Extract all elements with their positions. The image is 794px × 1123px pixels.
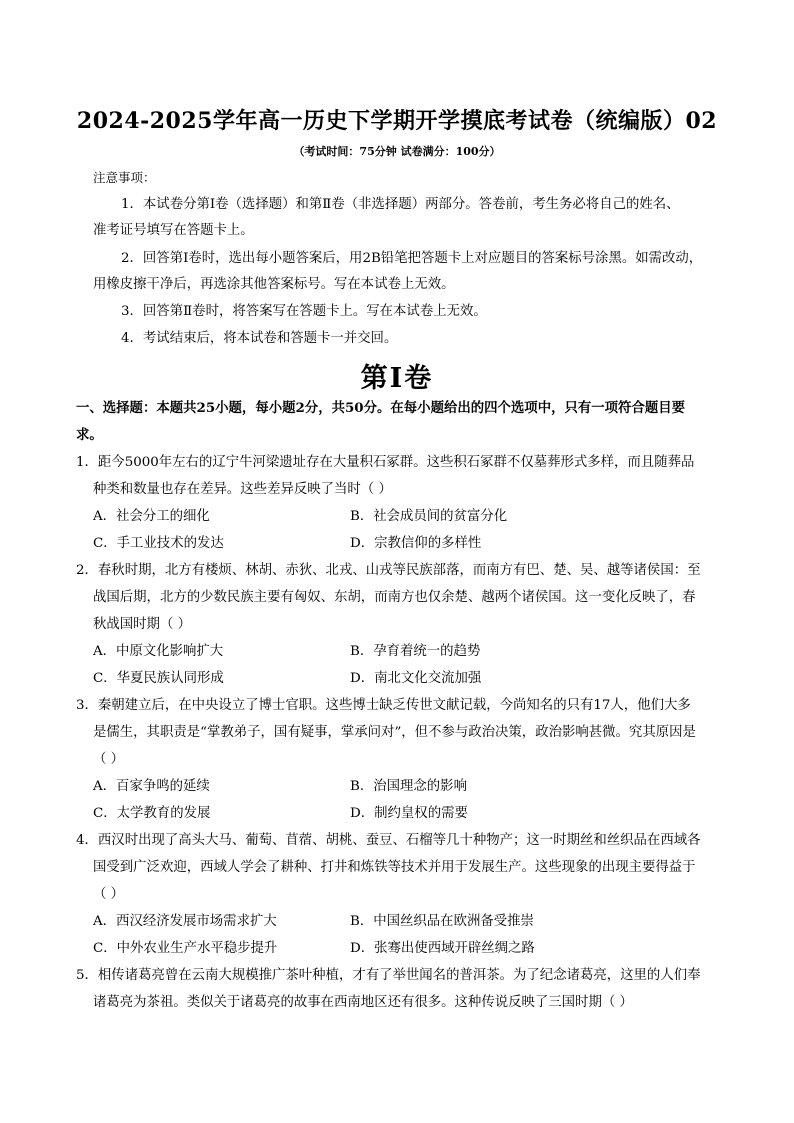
note-item-1-line-1: 1．本试卷分第Ⅰ卷（选择题）和第Ⅱ卷（非选择题）两部分。答卷前，考生务必将自己的姓名、 — [121, 197, 680, 212]
exam-title: 2024-2025学年高一历史下学期开学摸底考试卷（统编版）02 — [76, 108, 718, 134]
exam-subtitle: （考试时间：75分钟 试卷满分：100分） — [293, 145, 501, 158]
question-2-option-b: B．孕育着统一的趋势 — [350, 644, 481, 659]
section-title: 第Ⅰ卷 — [360, 363, 434, 394]
question-2-line-3: 秋战国时期（ ） — [93, 617, 191, 632]
section-instruction-line-1: 一、选择题：本题共25小题，每小题2分，共50分。在每小题给出的四个选项中，只有一项符合题目要 — [76, 400, 685, 416]
question-3-option-d: D．制约皇权的需要 — [350, 806, 468, 821]
question-4-line-3: （ ） — [93, 887, 125, 902]
note-item-2-line-1: 2．回答第Ⅰ卷时，选出每小题答案后，用2B铅笔把答题卡上对应题目的答案标号涂黑。如需改动， — [121, 251, 703, 266]
question-1-option-c: C．手工业技术的发达 — [93, 536, 224, 551]
section-instruction-line-2: 求。 — [76, 427, 103, 443]
question-2-option-d: D．南北文化交流加强 — [350, 671, 482, 686]
question-3-line-3: （ ） — [93, 752, 125, 767]
question-3-line-2: 是儒生，其职责是“掌教弟子，国有疑事，掌承问对”，但不参与政治决策，政治影响甚微。究其原因是 — [93, 725, 696, 740]
question-1-option-a: A．社会分工的细化 — [93, 509, 210, 524]
question-4-option-d: D．张骞出使西域开辟丝绸之路 — [350, 941, 535, 956]
question-1-line-1: 1．距今5000年左右的辽宁牛河梁遗址存在大量积石冢群。这些积石冢群不仅墓葬形式多样，而且随葬品 — [76, 455, 695, 470]
question-5-line-2: 诸葛亮为茶祖。类似关于诸葛亮的故事在西南地区还有很多。这种传说反映了三国时期（ ） — [93, 995, 633, 1010]
question-1-option-b: B．社会成员间的贫富分化 — [350, 509, 508, 524]
question-3-option-b: B．治国理念的影响 — [350, 779, 467, 794]
question-1-line-2: 种类和数量也存在差异。这些差异反映了当时（ ） — [93, 482, 392, 497]
notes-heading: 注意事项： — [93, 170, 156, 185]
question-4-line-2: 国受到广泛欢迎，西域人学会了耕种、打井和炼铁等技术并用于发展生产。这些现象的出现主要得益于 — [93, 860, 696, 875]
question-4-option-b: B．中国丝织品在欧洲备受推崇 — [350, 914, 534, 929]
question-3-option-c: C．太学教育的发展 — [93, 806, 211, 821]
note-item-4-line-1: 4．考试结束后，将本试卷和答题卡一并交回。 — [121, 331, 398, 346]
question-2-line-2: 战国后期，北方的少数民族主要有匈奴、东胡，而南方也仅余楚、越两个诸侯国。这一变化反映了，春 — [93, 590, 696, 605]
question-2-option-c: C．华夏民族认同形成 — [93, 671, 224, 686]
question-4-line-1: 4．西汉时出现了高头大马、葡萄、苜蓿、胡桃、蚕豆、石榴等几十种物产；这一时期丝和丝织品在西域各 — [76, 833, 701, 848]
question-4-option-a: A．西汉经济发展市场需求扩大 — [93, 914, 277, 929]
note-item-1-line-2: 准考证号填写在答题卡上。 — [93, 223, 254, 238]
question-3-option-a: A．百家争鸣的延续 — [93, 779, 210, 794]
question-2-line-1: 2．春秋时期，北方有楼烦、林胡、赤狄、北戎、山戎等民族部落，而南方有巴、楚、吴、越等诸侯国：至 — [76, 563, 701, 578]
note-item-2-line-2: 用橡皮擦干净后，再选涂其他答案标号。写在本试卷上无效。 — [93, 277, 455, 292]
question-5-line-1: 5．相传诸葛亮曾在云南大规模推广茶叶种植，才有了举世闻名的普洱茶。为了纪念诸葛亮，这里的人们奉 — [76, 968, 701, 983]
question-3-line-1: 3．秦朝建立后，在中央设立了博士官职。这些博士缺乏传世文献记载，今尚知名的只有17人，他们大多 — [76, 698, 691, 713]
question-1-option-d: D．宗教信仰的多样性 — [350, 536, 482, 551]
question-2-option-a: A．中原文化影响扩大 — [93, 644, 224, 659]
question-4-option-c: C．中外农业生产水平稳步提升 — [93, 941, 278, 956]
note-item-3-line-1: 3．回答第Ⅱ卷时，将答案写在答题卡上。写在本试卷上无效。 — [121, 304, 487, 319]
